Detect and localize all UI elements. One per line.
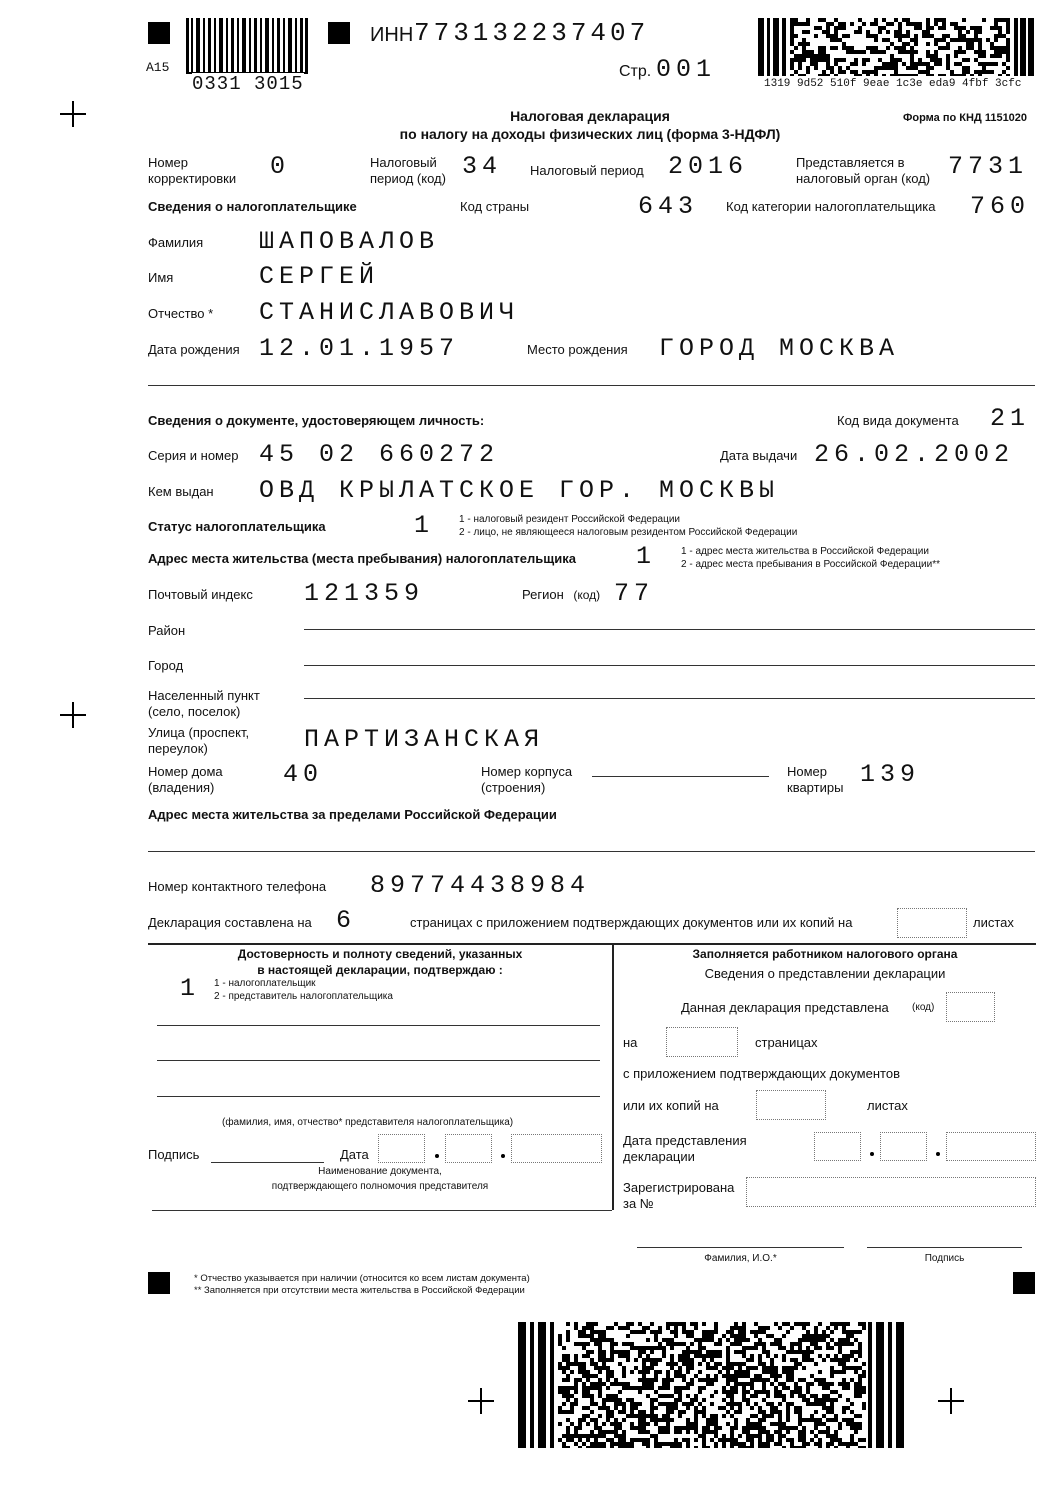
date-label: Дата (340, 1147, 369, 1162)
page-label: Стр. (619, 63, 652, 80)
inspector-pages-box (666, 1027, 738, 1057)
doc-type-value: 21 (990, 404, 1031, 433)
birthplace-label: Место рождения (527, 342, 628, 357)
section-divider (148, 943, 1036, 945)
doc-type-label: Код вида документа (837, 413, 959, 428)
phone-label: Номер контактного телефона (148, 879, 327, 894)
knd-code: Форма по КНД 1151020 (903, 112, 1028, 124)
submission-date-label: Дата представления декларации (623, 1133, 747, 1164)
correction-label: Номер корректировки (148, 155, 237, 186)
building-field-line (592, 776, 769, 777)
crosshair-icon (938, 1388, 964, 1414)
correction-value: 0 (270, 152, 291, 181)
submission-year-box (946, 1132, 1036, 1161)
attachment-sheets-box (897, 908, 967, 938)
crosshair-icon (60, 101, 86, 127)
surname-value: ШАПОВАЛОВ (259, 227, 440, 256)
house-label: Номер дома (владения) (148, 764, 223, 795)
birthplace-value: ГОРОД МОСКВА (659, 334, 900, 363)
region-label: Регион (код) (522, 587, 601, 602)
locality-label: Населенный пункт (село, поселок) (148, 688, 260, 719)
status-option-1: 1 - налоговый резидент Российской Федерации (459, 514, 680, 525)
date-separator (435, 1154, 439, 1158)
pages-value: 6 (336, 906, 357, 935)
sheets-label: листах (973, 915, 1014, 930)
inspector-signature-line (867, 1247, 1022, 1248)
tax-period-label: Налоговый период (530, 163, 644, 178)
inspector-title: Заполняется работником налогового органа (692, 947, 958, 961)
submission-month-box (880, 1132, 927, 1161)
city-field-line (304, 665, 1035, 666)
divider (148, 385, 1035, 386)
confirm-title-2: в настоящей декларации, подтверждаю : (257, 963, 503, 977)
confirm-option-1: 1 - налогоплательщик (214, 978, 316, 989)
district-label: Район (148, 623, 186, 638)
tax-authority-label: Представляется в налоговый орган (код) (796, 155, 931, 186)
title-line-2: по налогу на доходы физических лиц (форма 3-НДФЛ) (399, 126, 781, 142)
address-label: Адрес места жительства (места пребывания) налогоплательщика (148, 551, 576, 566)
confirm-option-2: 2 - представитель налогоплательщика (214, 991, 393, 1002)
column-divider (612, 944, 614, 1210)
signature-label: Подпись (148, 1147, 200, 1162)
address-option-1: 1 - адрес места жительства в Российской Федерации (681, 546, 929, 557)
qr-hash: 1319 9d52 510f 9eae 1c3e eda9 4fbf 3cfc (764, 78, 1022, 90)
tax-period-code-value: 34 (462, 152, 503, 181)
district-field-line (304, 629, 1035, 630)
inspector-name-line (637, 1247, 844, 1248)
inspector-pages-label: страницах (755, 1035, 818, 1050)
city-label: Город (148, 658, 184, 673)
taxpayer-section-label: Сведения о налогоплательщике (148, 199, 357, 214)
surname-label: Фамилия (148, 235, 204, 250)
page-value: 001 (656, 55, 717, 84)
representative-line-2 (157, 1060, 600, 1061)
bottom-data-matrix-code (518, 1322, 904, 1448)
form-code: A15 (146, 60, 170, 75)
registration-mark (1013, 1272, 1035, 1294)
data-matrix-code (758, 18, 1034, 76)
locality-field-line (304, 698, 1035, 699)
status-option-2: 2 - лицо, не являющееся налоговым резидентом Российской Федерации (459, 527, 798, 538)
inspector-fio-caption: Фамилия, И.О.* (704, 1253, 777, 1264)
status-value: 1 (414, 511, 435, 540)
pages-label: Декларация составлена на (148, 915, 312, 930)
country-code-label: Код страны (460, 199, 530, 214)
street-value: ПАРТИЗАНСКАЯ (304, 725, 545, 754)
doc-caption-1: Наименование документа, (318, 1166, 442, 1177)
fio-caption: (фамилия, имя, отчество* представителя налогоплательщика) (222, 1117, 514, 1128)
birthdate-label: Дата рождения (148, 342, 240, 357)
footnote-1: * Отчество указывается при наличии (относится ко всем листам документа) (194, 1273, 530, 1284)
patronymic-value: СТАНИСЛАВОВИЧ (259, 298, 520, 327)
submission-code-box (946, 992, 995, 1022)
postal-label: Почтовый индекс (148, 587, 253, 602)
footnote-2: ** Заполняется при отсутствии места жительства в Российской Федерации (194, 1285, 525, 1296)
registration-number-box (746, 1177, 1036, 1207)
foreign-address-field-line (148, 851, 1035, 852)
postal-value: 121359 (304, 579, 425, 608)
patronymic-label: Отчество * (148, 306, 214, 321)
date-day-box (378, 1134, 425, 1163)
issue-date-label: Дата выдачи (720, 448, 798, 463)
registration-mark (328, 22, 350, 44)
inspector-sheets-label: листах (867, 1098, 908, 1113)
doc-caption-2: подтверждающего полномочия представителя (271, 1181, 489, 1192)
inn-label: ИНН (370, 24, 414, 46)
confirm-value: 1 (180, 974, 201, 1003)
barcode (186, 18, 308, 74)
issue-date-value: 26.02.2002 (814, 440, 1015, 469)
issued-by-value: ОВД КРЫЛАТСКОЕ ГОР. МОСКВЫ (259, 476, 780, 505)
inspector-subtitle: Сведения о представлении декларации (704, 966, 946, 981)
crosshair-icon (468, 1388, 494, 1414)
representative-line-1 (157, 1025, 600, 1026)
signature-line (211, 1162, 324, 1163)
apartment-value: 139 (860, 760, 921, 789)
name-value: СЕРГЕЙ (259, 262, 380, 291)
phone-value: 89774438984 (370, 871, 591, 900)
tax-authority-value: 7731 (948, 152, 1029, 181)
or-copies-label: или их копий на (623, 1098, 719, 1113)
inspector-sheets-box (756, 1090, 826, 1120)
region-code-label: (код) (573, 588, 601, 602)
document-section-label: Сведения о документе, удостоверяющем личность: (148, 413, 485, 428)
registration-mark (148, 1272, 170, 1294)
barcode-number: 0331 3015 (192, 73, 304, 95)
series-value: 45 02 660272 (259, 440, 500, 469)
building-label: Номер корпуса (строения) (481, 764, 573, 795)
submitted-code-label: (код) (912, 1002, 935, 1013)
status-label: Статус налогоплательщика (148, 519, 326, 534)
registered-label: Зарегистрирована за № (623, 1180, 735, 1211)
submitted-label: Данная декларация представлена (681, 1000, 889, 1015)
date-separator (501, 1154, 505, 1158)
address-option-2: 2 - адрес места пребывания в Российской Федерации** (681, 559, 941, 570)
pages-suffix: страницах с приложением подтверждающих документов или их копий на (410, 915, 853, 930)
tax-period-value: 2016 (668, 152, 749, 181)
date-separator (936, 1152, 940, 1156)
name-label: Имя (148, 270, 174, 285)
category-label: Код категории налогоплательщика (726, 199, 936, 214)
issued-by-label: Кем выдан (148, 484, 214, 499)
foreign-address-label: Адрес места жительства за пределами Российской Федерации (148, 807, 557, 822)
on-label: на (623, 1035, 638, 1050)
apartment-label: Номер квартиры (787, 764, 844, 795)
tax-period-code-label: Налоговый период (код) (370, 155, 446, 186)
birthdate-value: 12.01.1957 (259, 334, 460, 363)
address-type-value: 1 (636, 542, 657, 571)
inn-value: 773132237407 (414, 18, 650, 48)
confirm-title-1: Достоверность и полноту сведений, указанных (237, 947, 523, 961)
representative-line-3 (157, 1096, 600, 1097)
submission-day-box (814, 1132, 861, 1161)
country-code-value: 643 (638, 192, 699, 221)
date-separator (870, 1152, 874, 1156)
date-month-box (445, 1134, 492, 1163)
crosshair-icon (60, 702, 86, 728)
inspector-signature-caption: Подпись (924, 1253, 965, 1264)
registration-mark (148, 22, 170, 44)
authority-doc-line (152, 1210, 612, 1211)
street-label: Улица (проспект, переулок) (148, 725, 250, 756)
date-year-box (511, 1134, 602, 1163)
category-value: 760 (970, 192, 1031, 221)
region-value: 77 (614, 579, 655, 608)
house-value: 40 (283, 760, 324, 789)
title-line-1: Налоговая декларация (510, 108, 670, 124)
with-docs-label: с приложением подтверждающих документов (623, 1066, 900, 1081)
series-label: Серия и номер (148, 448, 239, 463)
